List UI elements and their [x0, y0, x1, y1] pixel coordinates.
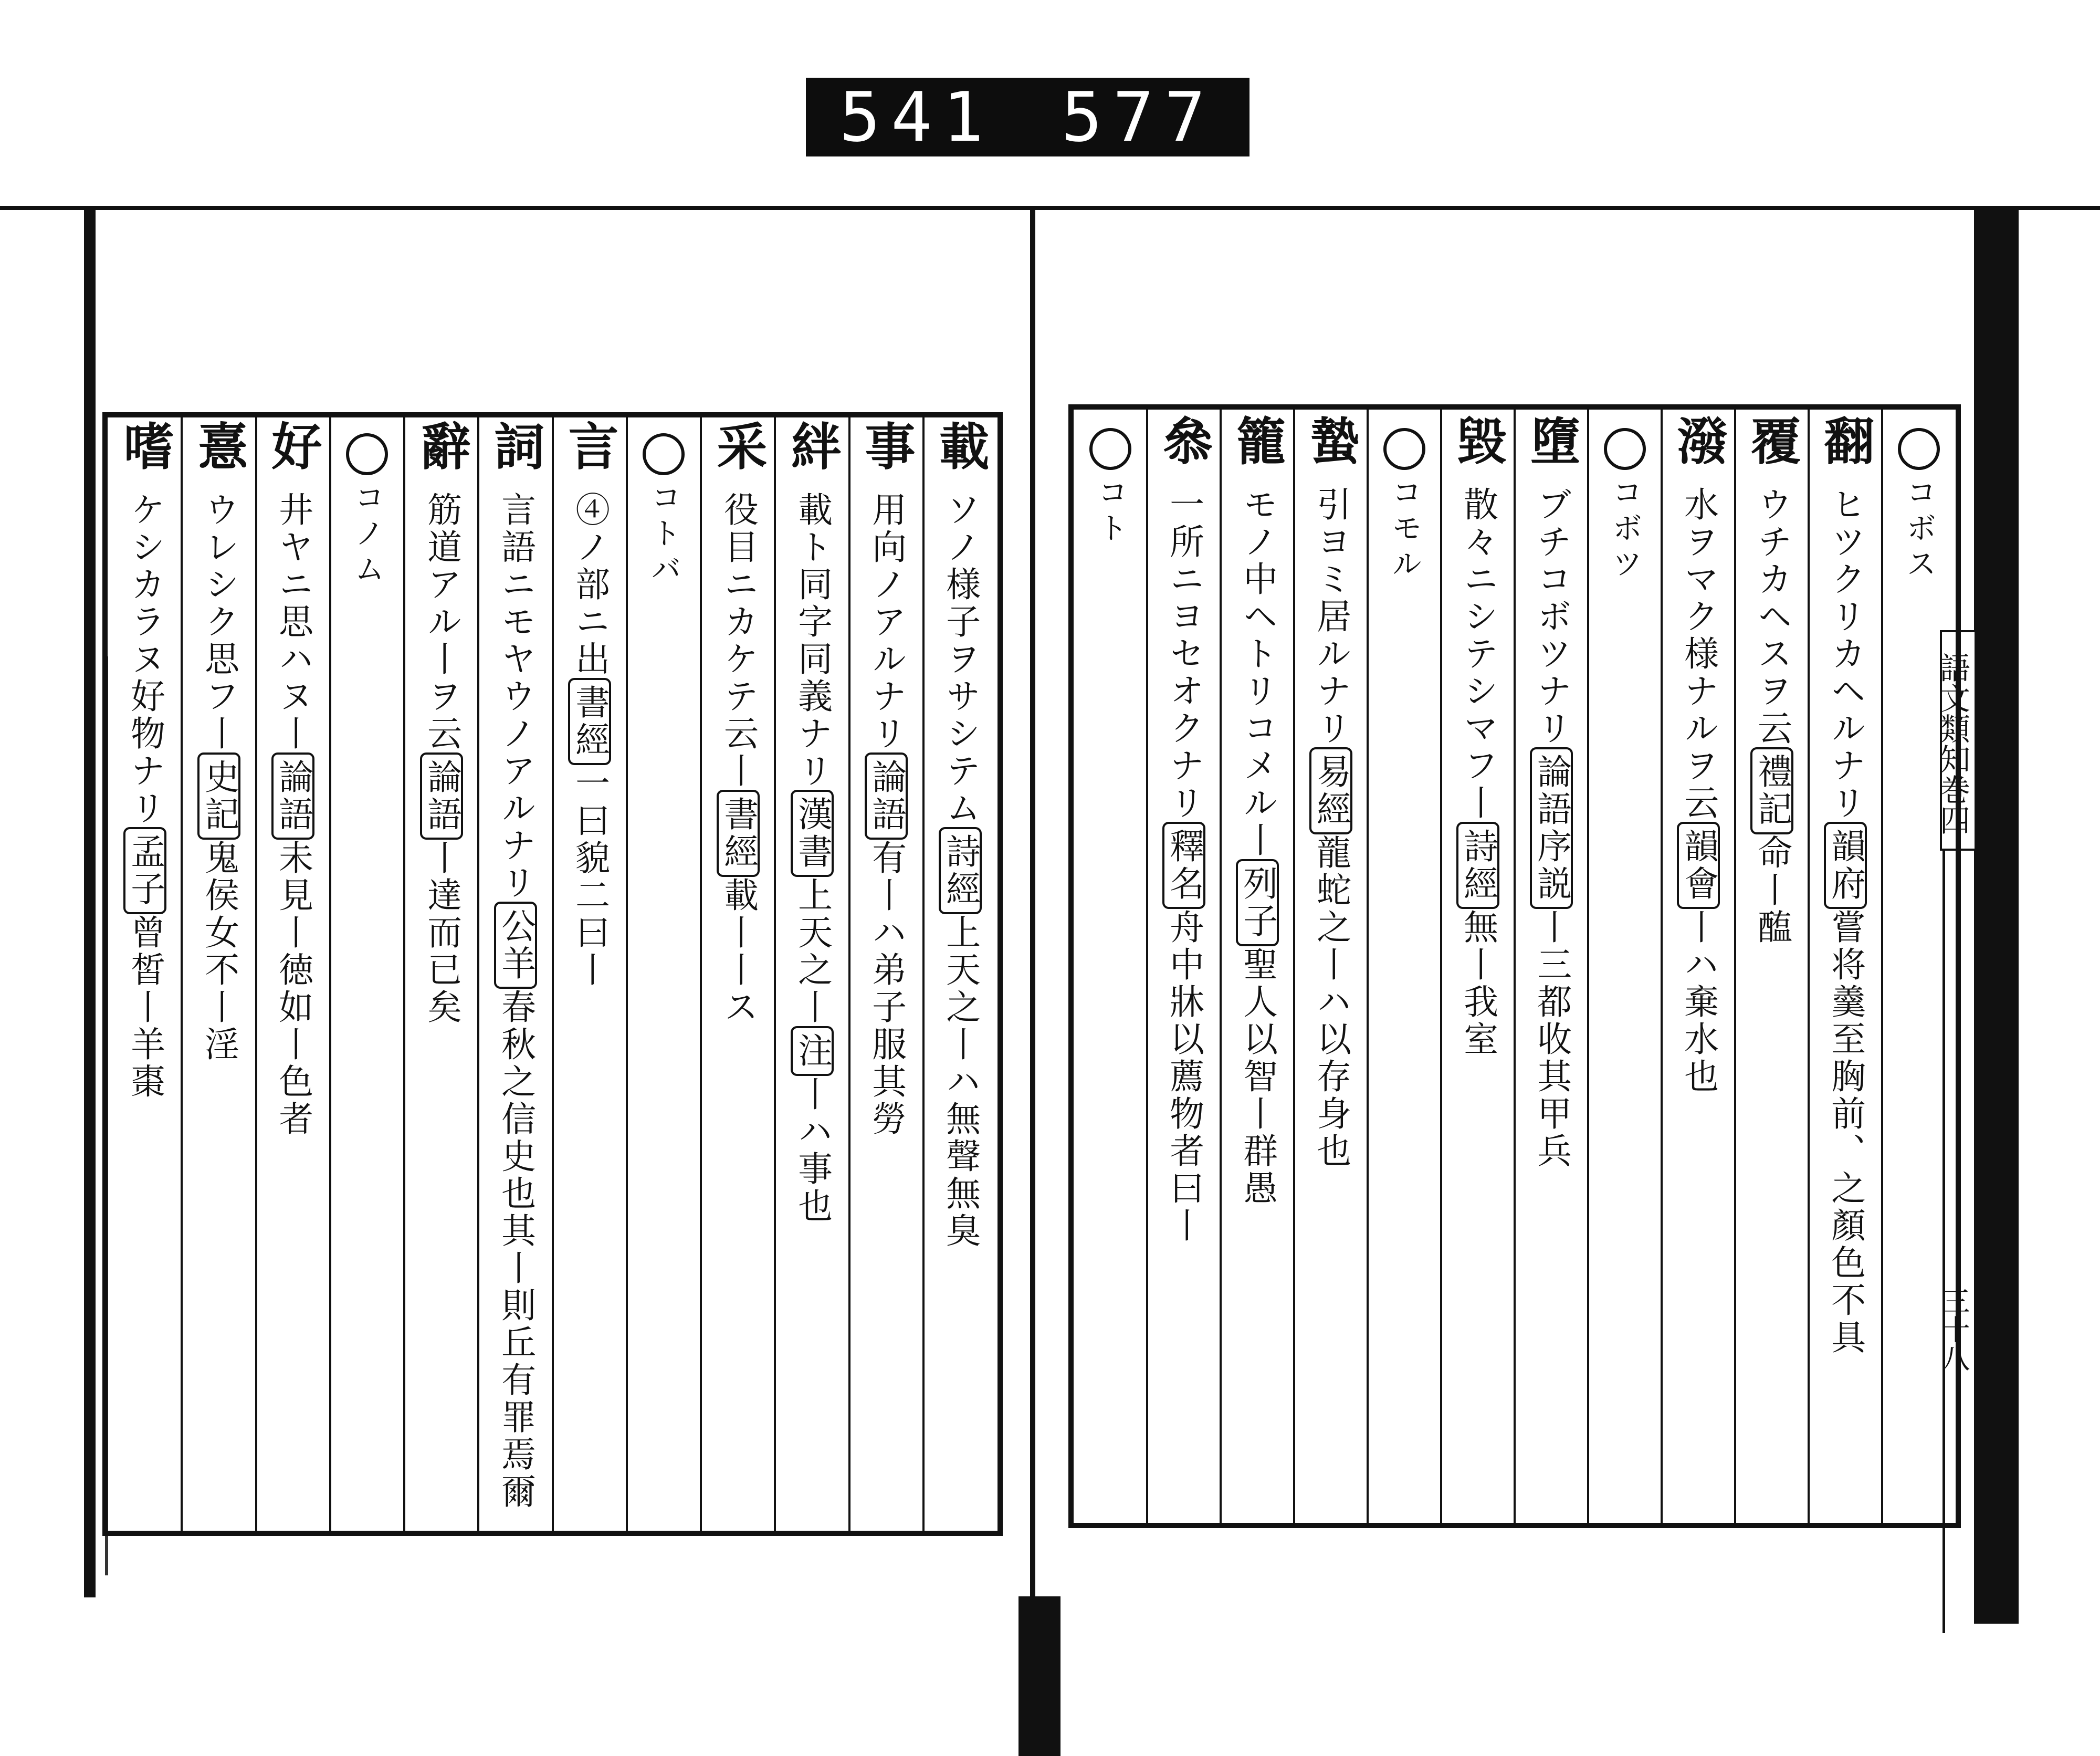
column-rule — [848, 412, 850, 1536]
entry-quotation: 龍蛇之丨ハ以存身也 — [1310, 834, 1351, 1170]
entry-headword: 嗜 — [116, 420, 175, 471]
entry-source-box: 列子 — [1236, 859, 1278, 946]
book-spine — [1030, 206, 1035, 1624]
entry-quotation: 丨三都收其甲兵 — [1531, 909, 1572, 1170]
column-rule — [552, 412, 554, 1536]
entry-headword: 載 — [931, 420, 990, 471]
entry-quotation: 舟中牀以薦物者曰丨 — [1163, 909, 1204, 1245]
section-circle-icon — [1089, 428, 1131, 470]
entry-headword: 覆 — [1742, 415, 1802, 465]
entry-headword: 辭 — [412, 420, 471, 471]
entry-gloss: ヒツクリカヘルナリ — [1825, 486, 1866, 822]
entry-headword: 籠 — [1228, 415, 1287, 465]
entry-source-box: 書經 — [717, 790, 759, 877]
section-label: コト — [1093, 476, 1128, 548]
book-top-edge — [0, 206, 2100, 210]
section-circle-icon — [1898, 428, 1940, 470]
column-rule — [1367, 404, 1369, 1528]
entry-quotation: 丨達而已矣 — [421, 840, 462, 1026]
section-circle-icon — [643, 433, 685, 475]
section-label: コモル — [1387, 476, 1422, 583]
entry-quotation: 命丨醢 — [1751, 834, 1792, 946]
entry-quotation: 曾皙丨羊棗 — [124, 914, 165, 1101]
entry-gloss: ブチコボツナリ — [1531, 486, 1572, 747]
entry-source-box: 論語 — [271, 752, 314, 840]
entry-source-box: 韻會 — [1677, 822, 1719, 909]
section-heading — [1378, 415, 1431, 583]
entry-quotation: 一曰貌二曰丨 — [569, 765, 610, 989]
entry-gloss: 載ト同字同義ナリ — [792, 492, 833, 790]
column-rule — [626, 412, 628, 1536]
section-circle-icon — [1604, 428, 1646, 470]
entry-headword: 毀 — [1448, 415, 1508, 465]
entry-quotation: 聖人以智丨群愚 — [1237, 946, 1278, 1207]
column-rule — [1220, 404, 1222, 1528]
entry-headword: 蟄 — [1301, 415, 1361, 465]
entry-headword: 詞 — [486, 420, 545, 471]
entry-gloss: 言語ニモヤウノアルナリ — [495, 492, 536, 902]
entry-headword: 墮 — [1522, 415, 1581, 465]
entry-headword: 絆 — [783, 420, 842, 471]
dictionary-entry — [116, 420, 175, 1101]
spine-tab — [1018, 1596, 1060, 1756]
entry-headword: 叅 — [1154, 415, 1214, 465]
column-rule — [1734, 404, 1736, 1528]
column-rule — [1514, 404, 1516, 1528]
entry-headword: 潑 — [1669, 415, 1728, 465]
column-rule — [255, 412, 257, 1536]
entry-headword: 翻 — [1816, 415, 1875, 465]
column-rule — [403, 412, 405, 1536]
page-number-right: 577 — [1061, 77, 1216, 157]
entry-source-box: 詩經 — [939, 827, 981, 914]
dictionary-entry — [1448, 415, 1508, 1058]
entry-gloss: ウチカヘスヲ云 — [1751, 486, 1792, 747]
dictionary-entry — [1154, 415, 1214, 1245]
entry-headword: 好 — [264, 420, 323, 471]
section-heading — [1599, 415, 1651, 583]
entry-quotation: 上天之丨ハ無聲無臭 — [940, 914, 981, 1250]
section-label: コノム — [349, 482, 385, 589]
entry-headword: 憙 — [190, 420, 249, 471]
entry-source-box: 易經 — [1309, 747, 1352, 834]
section-heading — [1893, 415, 1945, 583]
column-rule — [477, 412, 479, 1536]
entry-source-box: 禮記 — [1750, 747, 1793, 834]
dictionary-entry — [783, 420, 842, 1225]
entry-quotation: 無丨我室 — [1457, 909, 1498, 1058]
entry-quotation: 丨ハ事也 — [792, 1076, 833, 1225]
entry-headword: 事 — [857, 420, 916, 471]
entry-quotation: 鬼侯女不丨淫 — [198, 840, 239, 1063]
dictionary-entry — [412, 420, 471, 1026]
entry-source-box: 書經 — [568, 678, 611, 765]
column-rule — [1293, 404, 1295, 1528]
entry-quotation: 嘗将羹至胸前、之顏色不具 — [1825, 909, 1866, 1356]
dictionary-entry — [1816, 415, 1875, 1356]
entry-gloss: ケシカラヌ好物ナリ — [124, 492, 165, 827]
column-rule — [1881, 404, 1883, 1528]
entry-quotation: 春秋之信史也其丨則丘有罪焉爾 — [495, 989, 536, 1511]
dictionary-entry — [1228, 415, 1287, 1207]
column-rule — [1587, 404, 1589, 1528]
entry-source-box: 詩經 — [1456, 822, 1499, 909]
column-rule — [922, 412, 925, 1536]
entry-gloss: 水ヲマク様ナルヲ云 — [1678, 486, 1719, 822]
dictionary-entry — [857, 420, 916, 1138]
dictionary-entry — [709, 420, 768, 1026]
entry-source-box: 論語 — [420, 752, 463, 840]
dictionary-entry — [1669, 415, 1728, 1095]
entry-headword: 言 — [560, 420, 620, 471]
entry-quotation: 丨ハ棄水也 — [1678, 909, 1719, 1095]
dictionary-entry — [264, 420, 323, 1138]
left-page-edge — [84, 206, 96, 1597]
dictionary-entry — [190, 420, 249, 1063]
section-label: コトバ — [646, 482, 681, 589]
entry-gloss: ソノ様子ヲサシテム — [940, 492, 981, 827]
section-label: コボツ — [1607, 476, 1643, 583]
entry-gloss: 役目ニカケテ云丨 — [718, 492, 759, 790]
volume-title-label: 語文類知巻四 — [1940, 630, 1977, 851]
section-circle-icon — [346, 433, 388, 475]
dictionary-entry — [1522, 415, 1581, 1170]
section-heading — [1084, 415, 1137, 548]
entry-source-box: 漢書 — [791, 790, 833, 877]
entry-gloss: 筋道アル丨ヲ云 — [421, 492, 462, 752]
section-label: コボス — [1901, 476, 1937, 583]
entry-gloss: モノ中ヘトリコメル丨 — [1237, 486, 1278, 859]
page-number-left: 541 — [839, 77, 994, 157]
column-rule — [700, 412, 702, 1536]
dictionary-entry — [1742, 415, 1802, 946]
entry-source-box: 釋名 — [1162, 822, 1205, 909]
column-rule — [181, 412, 183, 1536]
entry-source-box: 史記 — [197, 752, 240, 840]
entry-gloss: 一所ニヨセオクナリ — [1163, 486, 1204, 822]
column-rule — [329, 412, 331, 1536]
dictionary-entry — [560, 420, 620, 989]
entry-source-box: 孟子 — [123, 827, 166, 914]
section-heading — [637, 420, 690, 589]
dictionary-entry — [486, 420, 545, 1511]
entry-source-box: 公羊 — [494, 902, 537, 989]
entry-source-box: 注 — [791, 1026, 833, 1076]
entry-headword: 采 — [709, 420, 768, 471]
entry-source-box: 論語序説 — [1530, 747, 1572, 909]
entry-quotation: 上天之丨 — [792, 877, 833, 1026]
right-page-edge — [1974, 206, 2019, 1624]
column-rule — [1661, 404, 1663, 1528]
column-rule — [774, 412, 776, 1536]
column-rule — [1146, 404, 1148, 1528]
page-number-label — [806, 78, 1250, 156]
entry-gloss: 用向ノアルナリ — [866, 492, 907, 752]
entry-quotation: 有丨ハ弟子服其勞 — [866, 840, 907, 1138]
entry-gloss: ウレシク思フ丨 — [198, 492, 239, 752]
entry-source-box: 韻府 — [1824, 822, 1866, 909]
section-circle-icon — [1383, 428, 1425, 470]
dictionary-entry — [1301, 415, 1361, 1170]
column-rule — [1808, 404, 1810, 1528]
entry-quotation: 未見丨徳如丨色者 — [272, 840, 313, 1138]
entry-source-box: 論語 — [865, 752, 907, 840]
entry-gloss: ④ノ部ニ出 — [569, 492, 610, 678]
entry-gloss: 引ヨミ居ルナリ — [1310, 486, 1351, 747]
dictionary-entry — [931, 420, 990, 1250]
entry-gloss: 散々ニシテシマフ丨 — [1457, 486, 1498, 822]
folio-number: 三十八 — [1937, 1287, 1970, 1372]
column-rule — [1440, 404, 1442, 1528]
entry-gloss: 井ヤニ思ハヌ丨 — [272, 492, 313, 752]
section-heading — [341, 420, 393, 589]
entry-quotation: 載丨丨ス — [718, 877, 759, 1026]
